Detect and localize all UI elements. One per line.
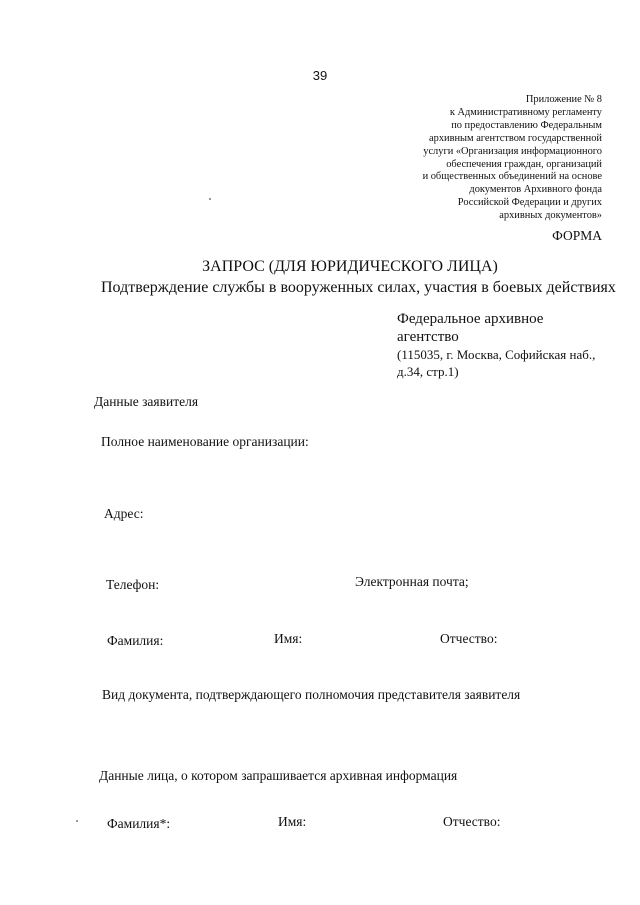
appendix-note <box>423 94 602 223</box>
scan-speck <box>209 198 211 200</box>
document-title: ЗАПРОС (ДЛЯ ЮРИДИЧЕСКОГО ЛИЦА) <box>202 258 498 275</box>
organization-name-label: Полное наименование организации: <box>101 434 309 449</box>
scan-speck <box>76 820 78 822</box>
recipient-address: д.34, стр.1) <box>397 364 459 379</box>
subject-first-name-label: Имя: <box>278 814 307 829</box>
appendix-line: услуги «Организация информационного <box>423 145 602 157</box>
appendix-line: обеспечения граждан, организаций <box>446 158 602 170</box>
appendix-line: архивным агентством государственной <box>429 132 602 144</box>
phone-label: Телефон: <box>106 577 160 592</box>
document-subtitle: Подтверждение службы в вооруженных силах, участия в боевых действиях <box>101 279 616 296</box>
first-name-label: Имя: <box>274 631 303 646</box>
applicant-data-heading: Данные заявителя <box>94 394 199 409</box>
representative-document-label: Вид документа, подтверждающего полномочия представителя заявителя <box>102 687 521 702</box>
page-number: 39 <box>312 68 328 83</box>
subject-patronymic-label: Отчество: <box>443 814 501 829</box>
appendix-line: Приложение № 8 <box>525 94 602 105</box>
subject-data-heading: Данные лица, о котором запрашивается архивная информация <box>99 768 458 783</box>
appendix-line: документов Архивного фонда <box>469 184 602 196</box>
appendix-line: по предоставлению Федеральным <box>451 119 602 131</box>
patronymic-label: Отчество: <box>440 631 498 646</box>
email-label: Электронная почта; <box>355 574 469 589</box>
appendix-line: Российской Федерации и других <box>457 197 602 209</box>
subject-surname-label: Фамилия*: <box>107 816 171 831</box>
surname-label: Фамилия: <box>107 633 164 648</box>
appendix-line: и общественных объединений на основе <box>422 171 602 183</box>
recipient-address: (115035, г. Москва, Софийская наб., <box>397 347 596 362</box>
recipient-name: агентство <box>397 329 459 345</box>
address-label: Адрес: <box>104 506 144 521</box>
form-label: ФОРМА <box>552 228 602 243</box>
appendix-line: архивных документов» <box>499 210 602 222</box>
recipient-name: Федеральное архивное <box>397 311 544 327</box>
recipient-block <box>397 310 595 380</box>
appendix-line: к Административному регламенту <box>449 106 602 118</box>
